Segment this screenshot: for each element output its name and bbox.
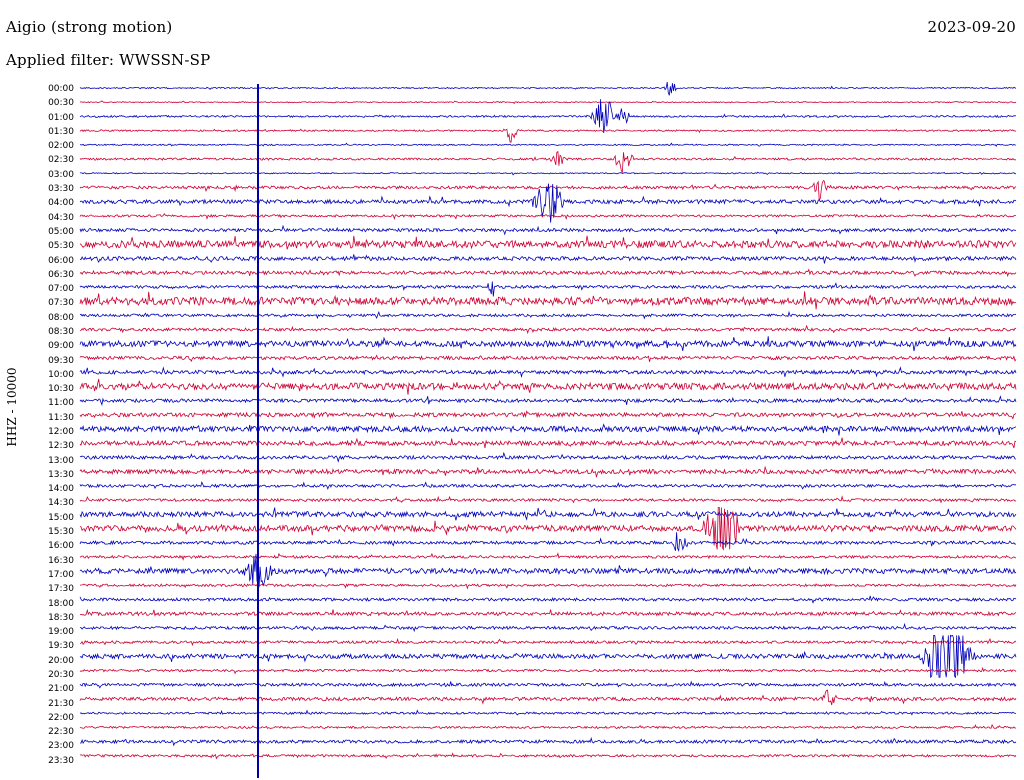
seismic-trace [80,668,1016,673]
date-label: 2023-09-20 [927,18,1016,36]
time-label: 09:00 [48,341,74,352]
seismic-trace [80,754,1016,759]
time-label: 23:00 [48,741,74,752]
time-label: 23:30 [48,755,74,766]
seismic-trace [80,270,1016,276]
filter-label: Applied filter: WWSSN-SP [6,51,211,69]
time-label: 03:00 [48,169,74,180]
time-label: 12:30 [48,441,74,452]
time-label: 08:00 [48,312,74,323]
time-label: 01:30 [48,126,74,137]
seismic-trace [80,508,1016,521]
time-label: 10:30 [48,384,74,395]
seismic-trace [80,143,1016,146]
seismic-trace [80,254,1016,263]
time-label: 14:30 [48,498,74,509]
seismic-trace [80,214,1016,219]
time-label: 10:00 [48,369,74,380]
time-label: 18:00 [48,598,74,609]
time-label: 15:30 [48,527,74,538]
seismic-trace [80,438,1016,448]
time-label: 20:30 [48,669,74,680]
time-label: 13:30 [48,469,74,480]
time-label: 20:00 [48,655,74,666]
time-label: 03:30 [48,184,74,195]
seismic-trace [80,453,1016,461]
seismic-trace [80,326,1016,333]
seismic-trace [80,682,1016,688]
seismic-trace [80,425,1016,436]
seismic-trace [80,411,1016,419]
trace-group [80,82,1016,758]
seismic-trace [80,738,1016,745]
time-label: 22:00 [48,712,74,723]
time-label: 00:00 [48,84,74,94]
time-label: 07:00 [48,284,74,295]
time-label: 02:30 [48,155,74,166]
seismic-trace [80,312,1016,318]
seismic-trace [80,690,1016,705]
seismic-trace [80,584,1016,588]
seismic-trace [80,596,1016,603]
seismic-trace [80,336,1016,351]
seismic-trace [80,711,1016,715]
time-label: 12:00 [48,427,74,437]
time-label: 16:00 [48,541,74,552]
y-axis-label-text: HHZ - 10000 [5,367,19,447]
seismic-trace [80,152,1016,173]
time-label: 09:30 [48,355,74,366]
time-label: 21:00 [48,684,74,695]
time-label: 01:00 [48,112,74,123]
seismic-trace [80,236,1016,250]
seismic-trace [80,99,1016,133]
seismic-trace [80,497,1016,503]
seismic-trace [80,129,1016,142]
seismic-trace [80,226,1016,234]
time-label: 17:00 [48,569,74,580]
seismic-trace [80,379,1016,395]
time-label: 13:00 [48,455,74,466]
seismic-trace [80,639,1016,645]
time-label: 16:30 [48,555,74,566]
seismic-trace [80,396,1016,405]
seismic-trace [80,725,1016,729]
time-label: 02:00 [48,141,74,152]
time-label: 17:30 [48,584,74,595]
time-label: 06:30 [48,269,74,280]
time-label: 05:00 [48,226,74,237]
time-label: 21:30 [48,698,74,709]
time-label: 22:30 [48,727,74,738]
time-label: 05:30 [48,241,74,252]
time-label: 11:00 [48,398,74,409]
time-label: 14:00 [48,484,74,495]
time-label: 04:30 [48,212,74,223]
seismic-trace [80,609,1016,615]
time-label: 06:00 [48,255,74,266]
time-label: 19:30 [48,641,74,652]
seismic-trace [80,291,1016,309]
seismic-trace [80,282,1016,297]
seismic-trace [80,172,1016,175]
time-label: 11:30 [48,412,74,423]
seismic-trace [80,624,1016,631]
seismic-trace [80,532,1016,550]
time-label: 18:30 [48,612,74,623]
seismic-trace [80,82,1016,95]
time-label: 07:30 [48,298,74,309]
time-label: 08:30 [48,326,74,337]
seismic-trace [80,467,1016,477]
time-label: 04:00 [48,198,74,209]
time-label: 00:30 [48,98,74,109]
page-title: Aigio (strong motion) [6,18,173,36]
time-label: 19:00 [48,627,74,638]
time-label: 15:00 [48,512,74,523]
seismic-trace [80,355,1016,361]
seismic-trace [80,101,1016,104]
seismic-trace [80,554,1016,560]
seismic-trace [80,368,1016,377]
seismic-trace [80,482,1016,489]
